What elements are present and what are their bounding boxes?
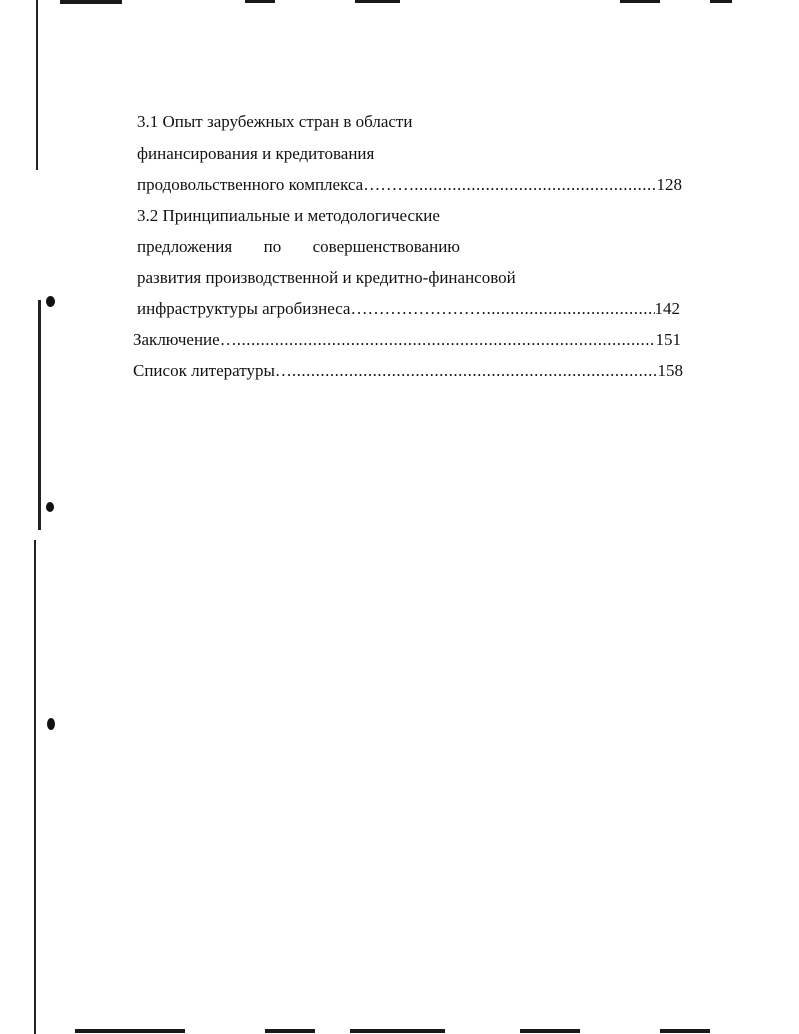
scan-edge-bottom — [265, 1029, 315, 1033]
toc-entry-3-1[interactable] — [137, 175, 682, 195]
scan-edge-top — [355, 0, 400, 3]
scan-edge-top — [60, 0, 122, 4]
word: предложения — [137, 237, 233, 256]
dot-leader — [414, 175, 656, 195]
binding-edge-line — [34, 540, 36, 1034]
binding-edge-line — [36, 0, 38, 170]
word: совершенствованию — [312, 237, 460, 256]
toc-3-2-line-2 — [137, 237, 460, 257]
binding-edge-line — [38, 300, 41, 530]
page-number: 151 — [655, 330, 681, 349]
conclusion-label: Заключение… — [133, 330, 237, 349]
toc-entry-bibliography[interactable] — [133, 361, 683, 381]
dot-leader — [237, 330, 656, 350]
scan-edge-bottom — [520, 1029, 580, 1033]
scan-edge-bottom — [660, 1029, 710, 1033]
scan-edge-top — [245, 0, 275, 3]
punch-hole-mark — [46, 296, 55, 307]
word: по — [263, 237, 282, 256]
punch-hole-mark — [47, 718, 55, 730]
scan-edge-top — [620, 0, 660, 3]
toc-3-1-line-1: 3.1 Опыт зарубежных стран в области — [137, 112, 413, 131]
dot-leader — [486, 299, 654, 319]
toc-3-1-line-2: финансирования и кредитования — [137, 144, 375, 163]
bibliography-label: Список литературы… — [133, 361, 292, 380]
punch-hole-mark — [46, 502, 54, 512]
dot-leader — [292, 361, 658, 381]
toc-3-2-line-4: инфраструктуры агробизнеса…………………… — [137, 299, 487, 318]
page-number: 142 — [654, 299, 680, 318]
scan-edge-bottom — [350, 1029, 445, 1033]
scan-edge-bottom — [75, 1029, 185, 1033]
toc-entry-3-2[interactable] — [137, 299, 680, 319]
toc-3-2-line-1: 3.2 Принципиальные и методологические — [137, 206, 440, 225]
toc-3-1-line-3: продовольственного комплекса……… — [137, 175, 415, 194]
page-number: 128 — [656, 175, 682, 194]
toc-entry-conclusion[interactable] — [133, 330, 681, 350]
toc-3-2-line-3: развития производственной и кредитно-финансовой — [137, 268, 516, 287]
page-number: 158 — [657, 361, 683, 380]
scan-edge-top — [710, 0, 732, 3]
